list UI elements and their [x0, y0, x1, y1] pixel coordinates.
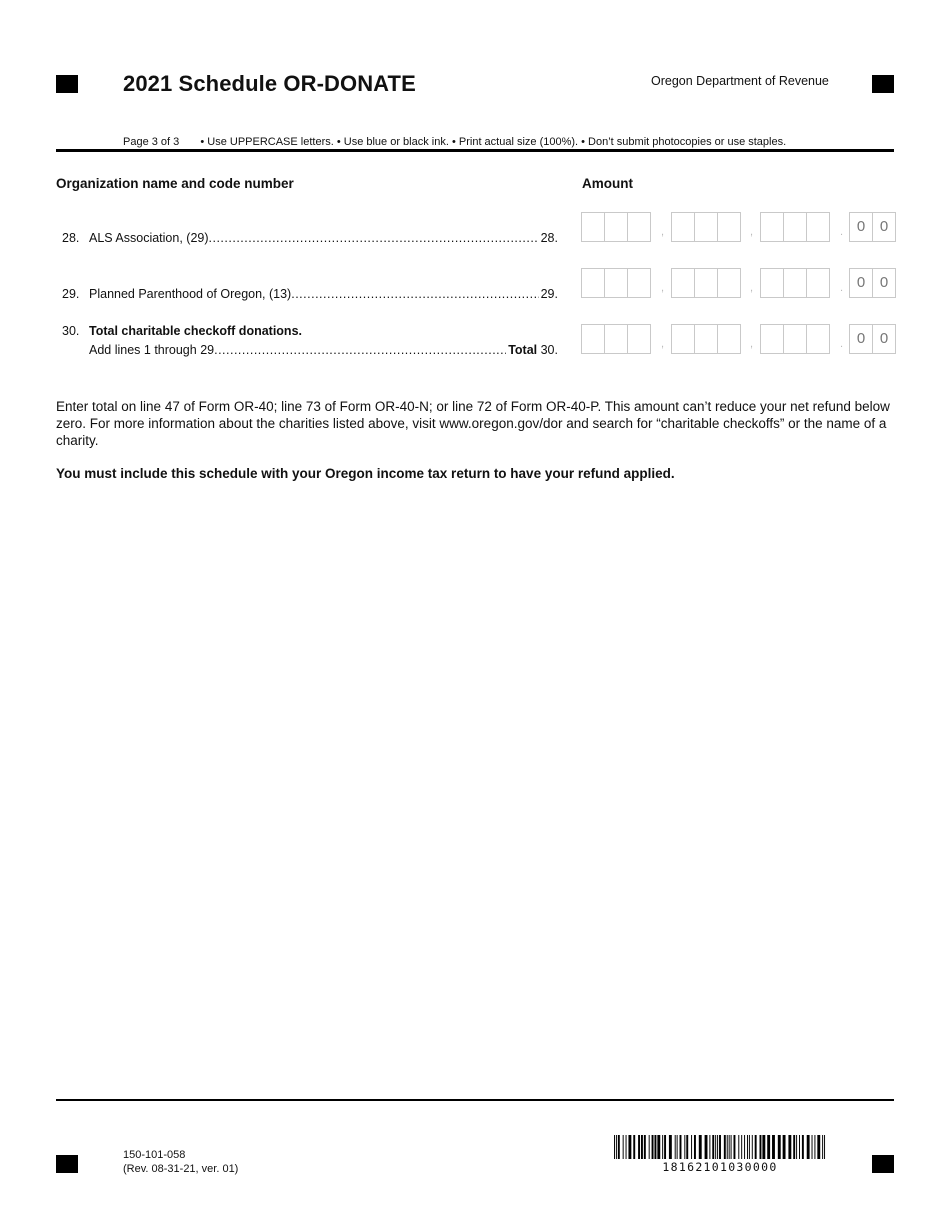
barcode-bar	[686, 1135, 688, 1159]
decimal-separator: .	[840, 226, 844, 238]
amount-digit-group[interactable]	[760, 212, 830, 242]
barcode-bar	[618, 1135, 620, 1159]
barcode-bar	[741, 1135, 742, 1159]
barcode-bar	[715, 1135, 716, 1159]
barcode-bar	[626, 1135, 627, 1159]
cents-digit: 0	[879, 330, 889, 347]
total-label: Total	[508, 343, 538, 357]
amount-digit-group[interactable]	[760, 324, 830, 354]
thousands-separator: ,	[661, 226, 665, 238]
barcode-bar	[709, 1135, 710, 1159]
barcode-bar	[796, 1135, 797, 1159]
thousands-separator: ,	[750, 226, 754, 238]
barcode-bar	[749, 1135, 750, 1159]
amount-digit-group[interactable]	[671, 268, 741, 298]
barcode-bar	[767, 1135, 770, 1159]
line-title: Total charitable checkoff donations.	[89, 324, 302, 338]
barcode-icon	[614, 1135, 826, 1159]
amount-cents	[849, 212, 896, 242]
barcode-bar	[727, 1135, 728, 1159]
barcode-bar	[691, 1135, 692, 1159]
barcode-bar	[677, 1135, 678, 1159]
thousands-separator: ,	[750, 282, 754, 294]
registration-mark-top-left	[56, 75, 78, 93]
cents-digit: 0	[850, 213, 873, 241]
barcode-bar	[633, 1135, 635, 1159]
barcode-bar	[719, 1135, 721, 1159]
barcode-bar	[724, 1135, 726, 1159]
barcode-bar	[614, 1135, 615, 1159]
dot-leader	[209, 231, 539, 245]
barcode-bar	[812, 1135, 813, 1159]
cents-digit: 0	[879, 218, 889, 235]
barcode-bar	[762, 1135, 765, 1159]
barcode-bar	[662, 1135, 663, 1159]
barcode-bar	[733, 1135, 735, 1159]
barcode-bar	[641, 1135, 643, 1159]
amount-digit-group[interactable]	[671, 324, 741, 354]
barcode-bar	[669, 1135, 672, 1159]
agency-name: Oregon Department of Revenue	[651, 74, 829, 88]
barcode-bar	[705, 1135, 708, 1159]
line-label: Add lines 1 through 29	[89, 343, 215, 357]
thousands-separator: ,	[661, 282, 665, 294]
barcode-bar	[699, 1135, 702, 1159]
registration-mark-top-right	[872, 75, 894, 93]
barcode-bar	[694, 1135, 696, 1159]
barcode-bar	[783, 1135, 786, 1159]
barcode-bar	[712, 1135, 714, 1159]
registration-mark-bottom-right	[872, 1155, 894, 1173]
barcode-bar	[664, 1135, 666, 1159]
barcode-bar	[680, 1135, 682, 1159]
barcode-bar	[752, 1135, 753, 1159]
barcode-bar	[772, 1135, 775, 1159]
amount-digit-group[interactable]	[671, 212, 741, 242]
instruction-text: • Use UPPERCASE letters. • Use blue or black ink. • Print actual size (100%). • Don’t submit photocopies or use staples.	[200, 136, 787, 148]
barcode-bar	[817, 1135, 820, 1159]
barcode-bar	[638, 1135, 640, 1159]
barcode-bar	[649, 1135, 650, 1159]
barcode-number: 18162101030000	[662, 1160, 778, 1174]
cents-digit: 0	[879, 274, 889, 291]
decimal-separator: .	[840, 338, 844, 350]
total-line-number: 30.	[540, 343, 558, 357]
column-heading-organization: Organization name and code number	[56, 176, 294, 191]
barcode-bar	[802, 1135, 804, 1159]
barcode-bar	[778, 1135, 781, 1159]
line-number: 30.	[62, 324, 80, 338]
column-heading-amount: Amount	[582, 176, 633, 191]
line-label: ALS Association, (29)	[89, 231, 209, 245]
line-end-number: 29.	[540, 287, 558, 301]
header-rule	[56, 149, 894, 152]
amount-cents	[849, 268, 896, 298]
amount-digit-group[interactable]	[581, 268, 651, 298]
line-number: 29.	[62, 287, 80, 301]
barcode-bar	[744, 1135, 745, 1159]
barcode-bar	[628, 1135, 631, 1159]
barcode-bar	[616, 1135, 617, 1159]
cents-digit: 0	[850, 269, 873, 297]
barcode-bar	[824, 1135, 825, 1159]
barcode-bar	[755, 1135, 757, 1159]
barcode-bar	[747, 1135, 748, 1159]
barcode-bar	[657, 1135, 660, 1159]
barcode-bar	[814, 1135, 815, 1159]
must-include-statement: You must include this schedule with your Oregon income tax return to have your refund applied.	[56, 466, 675, 481]
amount-digit-group[interactable]	[581, 324, 651, 354]
form-number: 150-101-058	[123, 1149, 186, 1161]
page-instructions	[123, 136, 804, 148]
line-end-number: 28.	[540, 231, 558, 245]
form-title: 2021 Schedule OR-DONATE	[123, 71, 416, 96]
barcode-bar	[788, 1135, 791, 1159]
thousands-separator: ,	[750, 338, 754, 350]
barcode-bar	[623, 1135, 624, 1159]
barcode-bar	[675, 1135, 676, 1159]
barcode-bar	[793, 1135, 795, 1159]
form-revision: (Rev. 08-31-21, ver. 01)	[123, 1162, 239, 1175]
amount-digit-group[interactable]	[760, 268, 830, 298]
barcode-bar	[652, 1135, 654, 1159]
thousands-separator: ,	[661, 338, 665, 350]
line-number: 28.	[62, 231, 80, 245]
barcode-bar	[684, 1135, 685, 1159]
footer-rule	[56, 1099, 894, 1101]
instruction-note: Enter total on line 47 of Form OR-40; line 73 of Form OR-40-N; or line 72 of Form OR-40-P. This amount can’t reduce your net refund below zero. For more information about the charities listed above, visit www.oregon.gov/dor and search for “charitable checkoffs” or the name of a charity.	[56, 399, 890, 448]
dot-leader	[291, 287, 538, 301]
barcode-bar	[822, 1135, 823, 1159]
line-label: Planned Parenthood of Oregon, (13)	[89, 287, 292, 301]
decimal-separator: .	[840, 282, 844, 294]
amount-digit-group[interactable]	[581, 212, 651, 242]
dot-leader	[214, 343, 506, 357]
barcode-bar	[760, 1135, 762, 1159]
line-end-number	[506, 343, 558, 357]
registration-mark-bottom-left	[56, 1155, 78, 1173]
barcode-bar	[717, 1135, 718, 1159]
barcode-bar	[807, 1135, 810, 1159]
form-identifier	[123, 1149, 238, 1176]
barcode-bar	[654, 1135, 656, 1159]
barcode-bar	[738, 1135, 739, 1159]
amount-cents	[849, 324, 896, 354]
barcode-bar	[731, 1135, 732, 1159]
page-number: Page 3 of 3	[123, 136, 180, 148]
barcode-bar	[644, 1135, 646, 1159]
barcode-bar	[799, 1135, 800, 1159]
barcode-bar	[729, 1135, 730, 1159]
cents-digit: 0	[850, 325, 873, 353]
